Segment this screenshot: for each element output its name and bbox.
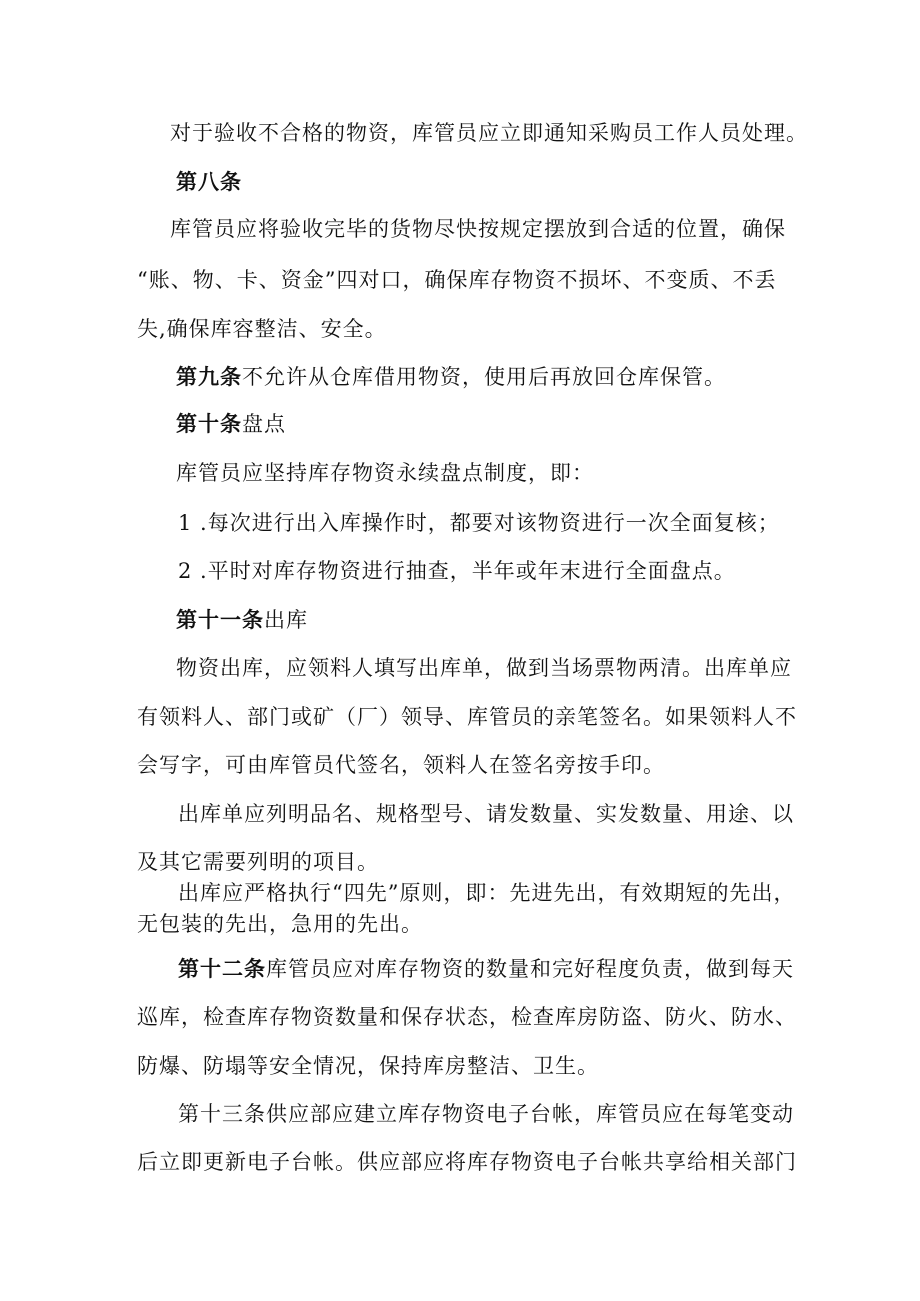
article-11-para3-line-1: 出库应严格执行“四先”原则，即：先进先出，有效期短的先出， bbox=[178, 881, 796, 905]
article-10-item-2: 2 .平时对库存物资进行抽查，半年或年末进行全面盘点。 bbox=[178, 559, 736, 583]
article-10-text: 库管员应坚持库存物资永续盘点制度，即： bbox=[176, 461, 594, 485]
article-8-text-line-3: 失,确保库容整洁、安全。 bbox=[137, 317, 387, 341]
article-12-text-line-2: 巡库，检查库存物资数量和保存状态，检查库房防盗、防火、防水、 bbox=[137, 1005, 797, 1029]
article-12-heading: 第十二条 bbox=[178, 956, 266, 981]
article-11-para2-line-1: 出库单应列明品名、规格型号、请发数量、实发数量、用途、以 bbox=[178, 802, 794, 826]
article-11-heading: 第十一条 bbox=[176, 607, 264, 632]
paragraph-unqualified-goods: 对于验收不合格的物资，库管员应立即通知采购员工作人员处理。 bbox=[170, 121, 808, 145]
article-12-text-line-1: 库管员应对库存物资的数量和完好程度负责，做到每天 bbox=[266, 957, 794, 981]
article-10 bbox=[176, 410, 286, 438]
article-9 bbox=[176, 363, 726, 391]
article-11-para1-line-3: 会写字，可由库管员代签名，领料人在签名旁按手印。 bbox=[137, 753, 665, 777]
article-8-heading: 第八条 bbox=[176, 169, 242, 194]
article-12-text-line-3: 防爆、防塌等安全情况，保持库房整洁、卫生。 bbox=[137, 1054, 599, 1078]
article-13-line-1: 第十三条供应部应建立库存物资电子台帐，库管员应在每笔变动 bbox=[178, 1102, 794, 1126]
article-11-para1-line-1: 物资出库，应领料人填写出库单，做到当场票物两清。出库单应 bbox=[176, 656, 792, 680]
article-11 bbox=[176, 606, 308, 634]
article-10-item-1: 1 .每次进行出入库操作时，都要对该物资进行一次全面复核； bbox=[178, 511, 780, 535]
article-13-line-2: 后立即更新电子台帐。供应部应将库存物资电子台帐共享给相关部门 bbox=[137, 1150, 797, 1174]
article-9-heading: 第九条 bbox=[176, 364, 242, 389]
article-8-text-line-2: “账、物、卡、资金”四对口，确保库存物资不损坏、不变质、不丢 bbox=[137, 268, 777, 292]
article-11-para1-line-2: 有领料人、部门或矿（厂）领导、库管员的亲笔签名。如果领料人不 bbox=[137, 705, 797, 729]
article-12 bbox=[178, 955, 794, 983]
article-9-text: 不允许从仓库借用物资，使用后再放回仓库保管。 bbox=[242, 365, 726, 389]
article-8-text-line-1: 库管员应将验收完毕的货物尽快按规定摆放到合适的位置，确保 bbox=[170, 217, 786, 241]
article-11-para2-line-2: 及其它需要列明的项目。 bbox=[137, 850, 379, 874]
article-10-title: 盘点 bbox=[242, 412, 286, 436]
article-11-title: 出库 bbox=[264, 608, 308, 632]
article-10-heading: 第十条 bbox=[176, 411, 242, 436]
article-11-para3-line-2: 无包装的先出，急用的先出。 bbox=[137, 912, 423, 936]
